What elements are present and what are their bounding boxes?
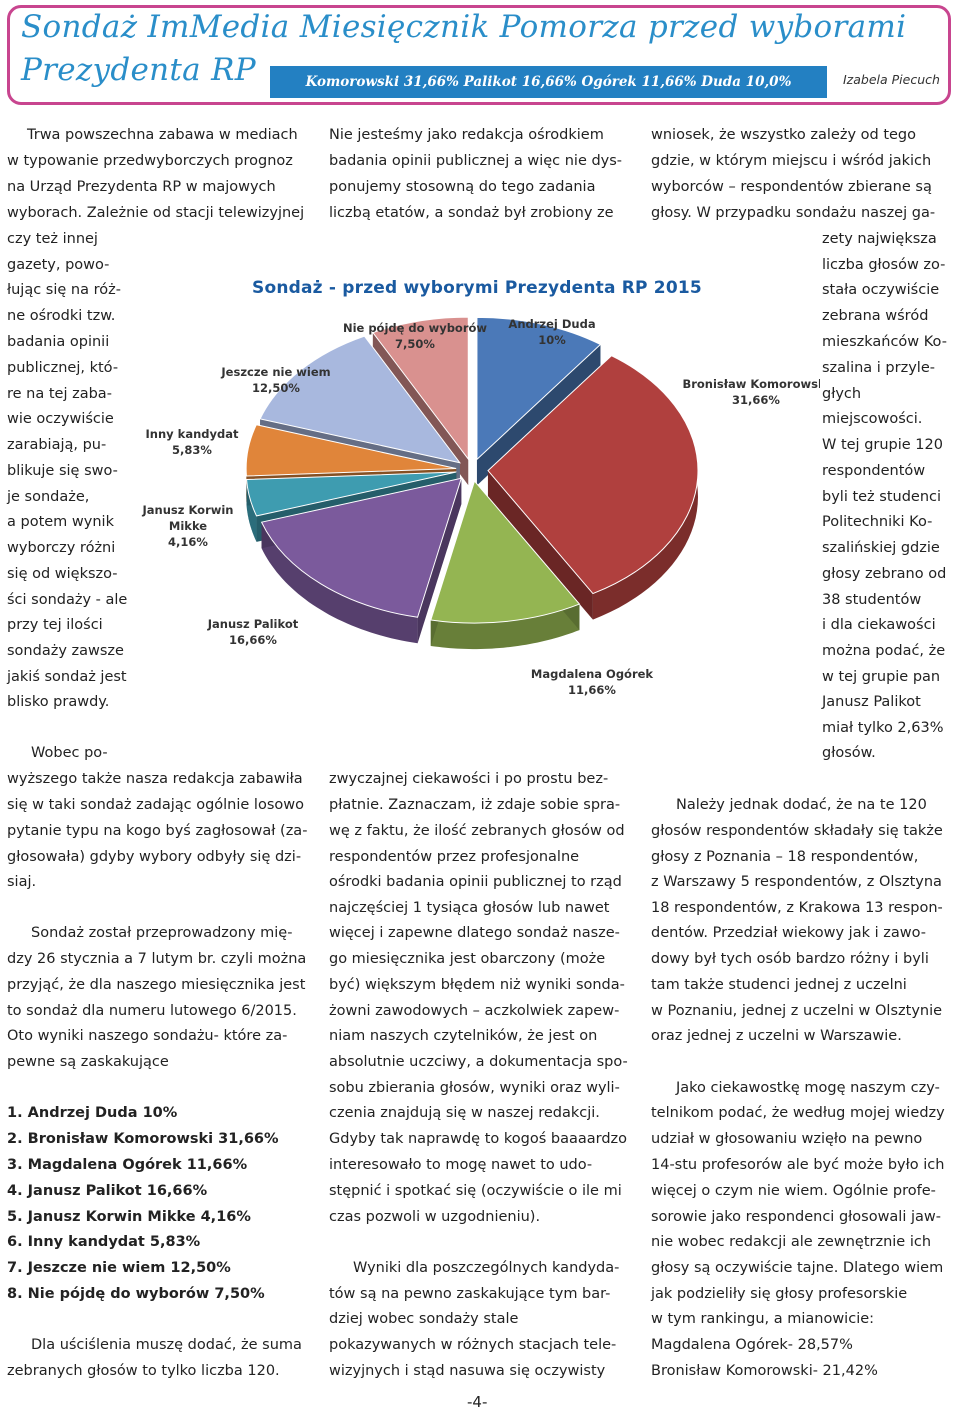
pie-label-nie-pojde-do-wyborow: Nie pójdę do wyborów 7,50% — [342, 321, 488, 351]
text-line: wyborczy różni — [7, 540, 116, 556]
text-line: wie oczywiście — [7, 411, 114, 427]
text-line: na Urząd Prezydenta RP w majowych — [7, 179, 276, 195]
pie-label-janusz-korwin-mikke: Janusz Korwin Mikke 4,16% — [142, 503, 234, 549]
text-line: więcej i zapewne dlatego sondaż nasze- — [329, 925, 620, 941]
text-line: pytanie typu na kogo byś zagłosował (za- — [7, 823, 308, 839]
pie-label-magdalena-ogorek: Magdalena Ogórek 11,66% — [530, 667, 654, 697]
text-line: gazety, powo- — [7, 257, 110, 273]
text-line: Bronisław Komorowski- 21,42% — [651, 1363, 878, 1379]
text-line: Politechniki Ko- — [822, 514, 933, 530]
text-line: głosów respondentów składały się także — [651, 823, 943, 839]
result-item: 7. Jeszcze nie wiem 12,50% — [7, 1260, 231, 1276]
text-line: nie wobec redakcji ale zewnętrznie ich — [651, 1234, 932, 1250]
text-line: absolutnie uczciwy, a dokumentacja spo- — [329, 1054, 628, 1070]
text-line: Janusz Palikot — [822, 694, 921, 710]
text-line: liczba głosów zo- — [822, 257, 946, 273]
text-line: więcej o czym nie wiem. Ogólnie profe- — [651, 1183, 936, 1199]
text-line: głosy zebrano od — [822, 566, 947, 582]
author-name: Izabela Piecuch — [843, 72, 940, 87]
text-line: 38 studentów — [822, 592, 922, 608]
article-header — [7, 5, 951, 105]
page-number: -4- — [467, 1393, 488, 1411]
text-line: Wyniki dla poszczególnych kandyda- — [353, 1260, 620, 1276]
text-line: Oto wyniki naszego sondażu- które za- — [7, 1028, 288, 1044]
text-line: jakiś sondaż jest — [7, 669, 127, 685]
text-line: głosowała) gdyby wybory odbyły się dzi- — [7, 849, 302, 865]
text-line: czas pozwoli w uzgodnieniu). — [329, 1209, 541, 1225]
text-line: zety największa — [822, 231, 937, 247]
text-line: badania opinii publicznej a więc nie dys- — [329, 153, 623, 169]
text-line: się w taki sondaż zadając ogólnie losowo — [7, 797, 304, 813]
pie-label-jeszcze-nie-wiem: Jeszcze nie wiem 12,50% — [221, 365, 331, 395]
text-line: oraz jednej z uczelni w Warszawie. — [651, 1028, 902, 1044]
text-line: głosów. — [822, 745, 876, 761]
text-line: żowni zawodowych – aczkolwiek zapew- — [329, 1003, 620, 1019]
text-line: w tej grupie pan — [822, 669, 941, 685]
result-item: 3. Magdalena Ogórek 11,66% — [7, 1157, 248, 1173]
text-line: zwyczajnej ciekawości i po prostu bez- — [329, 771, 609, 787]
text-line: wizyjnych i stąd nasuwa się oczywisty — [329, 1363, 606, 1379]
text-line: głosy są oczywiście tajne. Dlatego wiem — [651, 1260, 944, 1276]
text-line: można podać, że — [822, 643, 946, 659]
text-line: ponujemy stosowną do tego zadania — [329, 179, 596, 195]
text-line: tam także studenci jednej z uczelni — [651, 977, 907, 993]
text-line: Gdyby tak naprawdę to kogoś baaaardzo — [329, 1131, 628, 1147]
text-line: dentów. Przedział wiekowy jak i zawo- — [651, 925, 926, 941]
text-line: je sondaże, — [7, 489, 90, 505]
text-line: w Poznaniu, jednej z uczelni w Olsztynie — [651, 1003, 943, 1019]
text-line: dowy był tych osób bardzo różny i byli — [651, 951, 929, 967]
text-line: czenia znajdują się w naszej redakcji. — [329, 1105, 600, 1121]
text-line: w typowanie przedwyborczych prognoz — [7, 153, 293, 169]
text-line: zarabiają, pu- — [7, 437, 107, 453]
text-line: respondentów — [822, 463, 926, 479]
text-line: płatnie. Zaznaczam, iż zdaje sobie spra- — [329, 797, 621, 813]
text-line: 14-stu profesorów ale być może było ich — [651, 1157, 945, 1173]
pie-chart-svg — [140, 260, 820, 720]
text-line: łując się na róż- — [7, 282, 121, 298]
text-line: sondaży zawsze — [7, 643, 124, 659]
text-line: przy tej ilości — [7, 617, 103, 633]
text-line: zebranych głosów to tylko liczba 120. — [7, 1363, 280, 1379]
text-line: respondentów przez profesjonalne — [329, 849, 580, 865]
text-line: liczbą etatów, a sondaż był zrobiony ze — [329, 205, 614, 221]
text-line: czy też innej — [7, 231, 98, 247]
text-line: byli też studenci — [822, 489, 942, 505]
text-line: re na tej zaba- — [7, 386, 112, 402]
text-line: najczęściej 1 tysiąca głosów lub nawet — [329, 900, 610, 916]
text-line: udział w głosowaniu wzięło na pewno — [651, 1131, 923, 1147]
text-line: pokazywanych w różnych stacjach tele- — [329, 1337, 617, 1353]
text-line: ośrodki badania opinii publicznej to rząd — [329, 874, 622, 890]
text-line: Należy jednak dodać, że na te 120 — [676, 797, 927, 813]
text-line: publicznej, któ- — [7, 360, 119, 376]
result-item: 8. Nie pójdę do wyborów 7,50% — [7, 1286, 265, 1302]
text-line: stała oczywiście — [822, 282, 940, 298]
text-line: przyjąć, że dla naszego miesięcznika jest — [7, 977, 306, 993]
text-line: go miesięcznika jest obarczony (może — [329, 951, 606, 967]
result-item: 4. Janusz Palikot 16,66% — [7, 1183, 208, 1199]
text-line: wyborach. Zależnie od stacji telewizyjnej — [7, 205, 305, 221]
text-line: siaj. — [7, 874, 37, 890]
pie-label-andrzej-duda: Andrzej Duda 10% — [508, 317, 596, 347]
article-title-line2: Prezydenta RP — [21, 52, 256, 88]
text-line: ści sondaży - ale — [7, 592, 128, 608]
text-line: mieszkańców Ko- — [822, 334, 947, 350]
text-line: gdzie, w którym miejscu i wśród jakich — [651, 153, 932, 169]
text-line: 18 respondentów, z Krakowa 13 respon- — [651, 900, 943, 916]
pie-chart — [140, 260, 820, 720]
text-line: a potem wynik — [7, 514, 114, 530]
text-line: ne ośrodki tzw. — [7, 308, 116, 324]
text-line: i dla ciekawości — [822, 617, 936, 633]
text-line: to sondaż dla numeru lutowego 6/2015. — [7, 1003, 297, 1019]
text-line: dziej wobec sondaży stale — [329, 1311, 519, 1327]
text-line: głosy z Poznania – 18 respondentów, — [651, 849, 919, 865]
text-line: głych — [822, 386, 862, 402]
text-line: Sondaż został przeprowadzony mię- — [31, 925, 293, 941]
results-banner: Komorowski 31,66% Palikot 16,66% Ogórek 11,66% Duda 10,0% — [270, 66, 827, 98]
text-line: stępnić i spotkać się (oczywiście o ile mi — [329, 1183, 622, 1199]
text-line: Jako ciekawostkę mogę naszym czy- — [676, 1080, 940, 1096]
text-line: blisko prawdy. — [7, 694, 110, 710]
text-line: szalińskiej gdzie — [822, 540, 940, 556]
result-item: 1. Andrzej Duda 10% — [7, 1105, 178, 1121]
text-line: Dla uściślenia muszę dodać, że suma — [31, 1337, 302, 1353]
text-line: miał tylko 2,63% — [822, 720, 944, 736]
text-line: Wobec po- — [31, 745, 108, 761]
text-line: Magdalena Ogórek- 28,57% — [651, 1337, 853, 1353]
text-line: z Warszawy 5 respondentów, z Olsztyna — [651, 874, 942, 890]
text-line: W tej grupie 120 — [822, 437, 943, 453]
text-line: niam naszych czytelników, że jest on — [329, 1028, 598, 1044]
article-title-line1: Sondaż ImMedia Miesięcznik Pomorza przed wyborami — [21, 9, 907, 45]
text-line: zebrana wśród — [822, 308, 929, 324]
result-item: 2. Bronisław Komorowski 31,66% — [7, 1131, 279, 1147]
text-line: szalina i przyle- — [822, 360, 935, 376]
chart-title: Sondaż - przed wyborymi Prezydenta RP 2015 — [252, 273, 686, 303]
text-line: blikuje się swo- — [7, 463, 118, 479]
text-line: wyborców – respondentów zbierane są — [651, 179, 932, 195]
pie-label-janusz-palikot: Janusz Palikot 16,66% — [207, 617, 299, 647]
text-line: miejscowości. — [822, 411, 923, 427]
text-line: Nie jesteśmy jako redakcja ośrodkiem — [329, 127, 604, 143]
text-line: interesowało to mogę nawet to udo- — [329, 1157, 593, 1173]
text-line: głosy. W przypadku sondażu naszej ga- — [651, 205, 936, 221]
pie-label-bronislaw-komorowski: Bronisław Komorowski 31,66% — [682, 377, 820, 407]
text-line: jak podzieliły się głosy profesorskie — [651, 1286, 908, 1302]
text-line: telnikom podać, że według mojej wiedzy — [651, 1105, 945, 1121]
text-line: pewne są zaskakujące — [7, 1054, 169, 1070]
text-line: sobu zbierania głosów, wyniki oraz wyli- — [329, 1080, 620, 1096]
text-line: być) większym błędem niż wyniki sonda- — [329, 977, 625, 993]
text-line: wniosek, że wszystko zależy od tego — [651, 127, 917, 143]
text-line: w tym rankingu, a mianowicie: — [651, 1311, 875, 1327]
text-line: się od większo- — [7, 566, 118, 582]
text-line: wyższego także nasza redakcja zabawiła — [7, 771, 303, 787]
text-line: tów są na pewno zaskakujące tym bar- — [329, 1286, 611, 1302]
text-line: dzy 26 stycznia a 7 lutym br. czyli można — [7, 951, 307, 967]
text-line: sorowie jako respondenci głosowali jaw- — [651, 1209, 941, 1225]
result-item: 6. Inny kandydat 5,83% — [7, 1234, 201, 1250]
result-item: 5. Janusz Korwin Mikke 4,16% — [7, 1209, 251, 1225]
pie-label-inny-kandydat: Inny kandydat 5,83% — [145, 427, 239, 457]
text-line: badania opinii — [7, 334, 110, 350]
text-line: wę z faktu, że ilość zebranych głosów od — [329, 823, 625, 839]
text-line: Trwa powszechna zabawa w mediach — [27, 127, 298, 143]
